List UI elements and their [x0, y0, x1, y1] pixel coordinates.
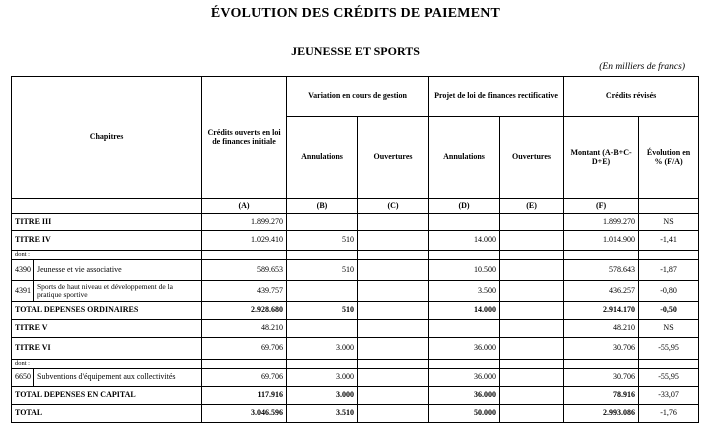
dont-row: [12, 360, 699, 369]
letter-g-blank: [639, 199, 699, 214]
cell-a: 439.757: [202, 281, 287, 302]
cell-c: [358, 214, 429, 231]
cell-a: 69.706: [202, 369, 287, 387]
cell-e: [500, 338, 564, 360]
cell-d: 50.000: [429, 405, 500, 423]
cell-g: -55,95: [639, 369, 699, 387]
cell-f: 30.706: [564, 369, 639, 387]
cell-b: 3.510: [287, 405, 358, 423]
cell-f: 78.916: [564, 387, 639, 405]
table-row: [12, 320, 699, 338]
cell-a: 1.029.410: [202, 231, 287, 251]
row-label: Subventions d'équipement aux collectivités: [34, 369, 202, 387]
cell-f: 30.706: [564, 338, 639, 360]
cell-c: [358, 387, 429, 405]
document-subtitle: JEUNESSE ET SPORTS: [291, 44, 420, 58]
letters-blank: [12, 199, 202, 214]
cell-b: [287, 281, 358, 302]
cell-d: 36.000: [429, 387, 500, 405]
cell-b: 510: [287, 231, 358, 251]
unit-note: (En milliers de francs): [599, 62, 685, 72]
cell-a: 589.653: [202, 260, 287, 281]
dont-row: [12, 251, 699, 260]
cell-e: [500, 231, 564, 251]
row-label: Jeunesse et vie associative: [34, 260, 202, 281]
cell-d: 14.000: [429, 302, 500, 320]
document-title: ÉVOLUTION DES CRÉDITS DE PAIEMENT: [210, 6, 501, 21]
letter-f: (F): [564, 199, 639, 214]
table-row: [12, 231, 699, 251]
table-row: [12, 214, 699, 231]
cell-b: 3.000: [287, 369, 358, 387]
cell-g: NS: [639, 214, 699, 231]
cell-g: -33,07: [639, 387, 699, 405]
header-montant: Montant (A-B+C-D+E): [564, 117, 639, 199]
header-row-groups: [12, 77, 699, 117]
cell-a: 1.899.270: [202, 214, 287, 231]
cell-g: -55,95: [639, 338, 699, 360]
cell-d: 10.500: [429, 260, 500, 281]
cell-c: [358, 302, 429, 320]
cell-b: 510: [287, 302, 358, 320]
cell-a: 117.916: [202, 387, 287, 405]
cell-f: 1.014.900: [564, 231, 639, 251]
cell-e: [500, 320, 564, 338]
row-label: TITRE III: [12, 214, 202, 231]
letter-b: (B): [287, 199, 358, 214]
row-code: 4390: [12, 260, 34, 281]
row-label: TOTAL: [12, 405, 202, 423]
dont-label: dont :: [12, 251, 202, 260]
cell-e: [500, 369, 564, 387]
cell-c: [358, 405, 429, 423]
header-row-letters: [12, 199, 699, 214]
cell-c: [358, 281, 429, 302]
cell-g: -1,87: [639, 260, 699, 281]
table-row: [12, 260, 699, 281]
cell-f: 436.257: [564, 281, 639, 302]
cell-g: -1,41: [639, 231, 699, 251]
cell-f: 1.899.270: [564, 214, 639, 231]
cell-b: 3.000: [287, 387, 358, 405]
cell-d: 36.000: [429, 369, 500, 387]
cell-f: 2.993.086: [564, 405, 639, 423]
cell-e: [500, 405, 564, 423]
cell-e: [500, 214, 564, 231]
cell-a: 69.706: [202, 338, 287, 360]
cell-e: [500, 302, 564, 320]
header-ouvertures-c: Ouvertures: [358, 117, 429, 199]
row-label: TOTAL DEPENSES EN CAPITAL: [12, 387, 202, 405]
table-row: [12, 387, 699, 405]
cell-g: -1,76: [639, 405, 699, 423]
row-label: TITRE VI: [12, 338, 202, 360]
row-code: 6650: [12, 369, 34, 387]
cell-f: 48.210: [564, 320, 639, 338]
cell-b: 510: [287, 260, 358, 281]
table-row: [12, 338, 699, 360]
header-credits-ouverts: Crédits ouverts en loi de finances initiale: [202, 77, 287, 199]
cell-g: -0,80: [639, 281, 699, 302]
cell-c: [358, 320, 429, 338]
header-chapitres: Chapitres: [12, 77, 202, 199]
cell-e: [500, 281, 564, 302]
cell-d: [429, 320, 500, 338]
row-code: 4391: [12, 281, 34, 302]
cell-g: NS: [639, 320, 699, 338]
cell-e: [500, 387, 564, 405]
header-variation-gestion: Variation en cours de gestion: [287, 77, 429, 117]
cell-f: 578.643: [564, 260, 639, 281]
header-annulations-d: Annulations: [429, 117, 500, 199]
cell-d: [429, 214, 500, 231]
cell-c: [358, 260, 429, 281]
header-credits-revises: Crédits révisés: [564, 77, 699, 117]
table-row: [12, 281, 699, 302]
table-row: [12, 369, 699, 387]
header-projet-loi: Projet de loi de finances rectificative: [429, 77, 564, 117]
row-label: TITRE V: [12, 320, 202, 338]
cell-c: [358, 231, 429, 251]
cell-a: 48.210: [202, 320, 287, 338]
cell-c: [358, 369, 429, 387]
header-annulations-b: Annulations: [287, 117, 358, 199]
cell-d: 3.500: [429, 281, 500, 302]
cell-a: 3.046.596: [202, 405, 287, 423]
table-row: [12, 302, 699, 320]
cell-b: [287, 214, 358, 231]
table-row: [12, 405, 699, 423]
letter-e: (E): [500, 199, 564, 214]
header-evolution: Évolution en % (F/A): [639, 117, 699, 199]
header-ouvertures-e: Ouvertures: [500, 117, 564, 199]
letter-c: (C): [358, 199, 429, 214]
credits-table: [11, 76, 699, 423]
row-label: TOTAL DEPENSES ORDINAIRES: [12, 302, 202, 320]
cell-c: [358, 338, 429, 360]
cell-g: -0,50: [639, 302, 699, 320]
cell-f: 2.914.170: [564, 302, 639, 320]
cell-d: 14.000: [429, 231, 500, 251]
cell-d: 36.000: [429, 338, 500, 360]
cell-a: 2.928.680: [202, 302, 287, 320]
dont-label: dont :: [12, 360, 202, 369]
cell-e: [500, 260, 564, 281]
row-label: Sports de haut niveau et développement de la pratique sportive: [34, 281, 202, 302]
cell-b: [287, 320, 358, 338]
row-label: TITRE IV: [12, 231, 202, 251]
cell-b: 3.000: [287, 338, 358, 360]
letter-d: (D): [429, 199, 500, 214]
letter-a: (A): [202, 199, 287, 214]
